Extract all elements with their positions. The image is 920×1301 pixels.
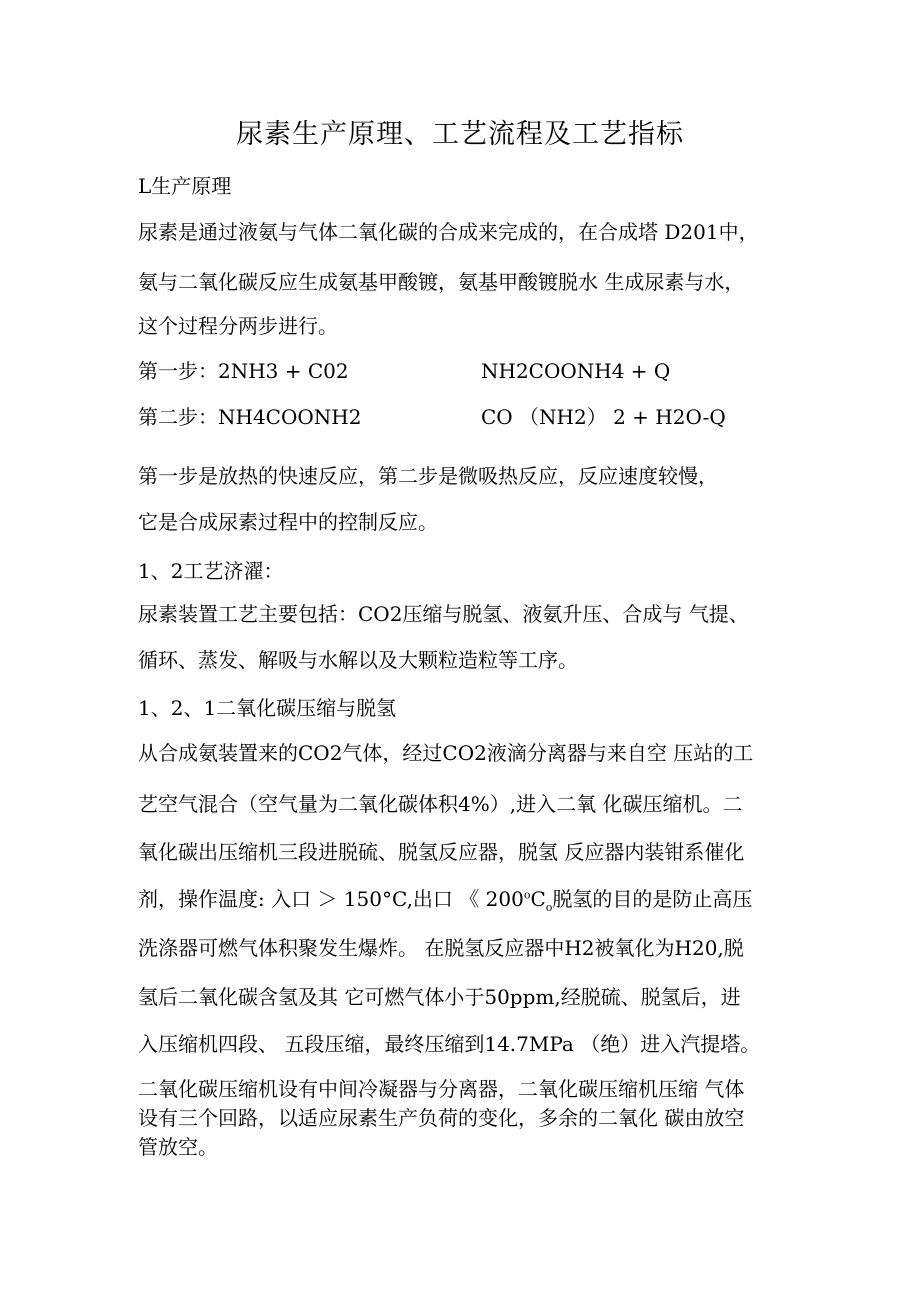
subscript-marker: o — [545, 901, 553, 914]
reaction-step-1-products: NH2COONH4 + Q — [481, 359, 671, 383]
paragraph-line: 这个过程分两步进行。 — [138, 314, 338, 338]
degree-marker: o — [523, 888, 531, 902]
paragraph-line: 洗涤器可燃气体积聚发生爆炸。 在脱氢反应器中H2被氧化为H20,脱 — [138, 936, 744, 960]
paragraph-line-text: 脱氢的目的是防止高压 — [552, 887, 753, 911]
paragraph-line: 二氧化碳压缩机设有中间冷凝器与分离器，二氧化碳压缩机压缩 气体 — [138, 1077, 745, 1101]
paragraph-line: 第一步是放热的快速反应，第二步是微吸热反应，反应速度较慢， — [138, 464, 718, 488]
paragraph-line: 艺空气混合（空气量为二氧化碳体积4%）,进入二氧 化碳压缩机。二 — [138, 792, 743, 816]
paragraph-line: 入压缩机四段、 五段压缩，最终压缩到14.7MPa （绝）进入汽提塔。 — [138, 1032, 761, 1056]
reaction-step-2-reactants: 第二步：NH4COONH2 — [138, 405, 362, 429]
paragraph-line: 氧化碳出压缩机三段进脱硫、脱氢反应器，脱氢 反应器内装钳系催化 — [138, 840, 745, 864]
section-heading-process-flow: 1、2工艺济濯： — [138, 559, 284, 583]
paragraph-compressor-circuits — [138, 1075, 744, 1162]
celsius-letter: C — [530, 887, 546, 911]
reaction-step-1 — [138, 355, 670, 384]
paragraph-line: 设有三个回路，以适应尿素生产负荷的变化，多余的二氧化 碳由放空 — [138, 1106, 745, 1130]
paragraph-line: 尿素是通过液氨与气体二氧化碳的合成来完成的，在合成塔 D201中， — [138, 220, 759, 244]
paragraph-line: 它是合成尿素过程中的控制反应。 — [138, 510, 438, 534]
paragraph-line — [138, 883, 752, 914]
paragraph-line: 从合成氨装置来的CO2气体，经过CO2液滴分离器与来自空 压站的工 — [138, 741, 754, 765]
paragraph-line: 尿素装置工艺主要包括：CO2压缩与脱氢、液氨升压、合成与 气提、 — [138, 602, 749, 626]
paragraph-line-text: 剂，操作温度: 入口 ＞ 150°C,出口 《 200 — [138, 887, 524, 911]
reaction-step-1-reactants: 第一步：2NH3 + C02 — [138, 359, 349, 383]
section-heading-production-principle: L生产原理 — [138, 174, 232, 198]
document-title: 尿素生产原理、工艺流程及工艺指标 — [236, 119, 684, 150]
paragraph-line: 氨与二氧化碳反应生成氨基甲酸镀，氨基甲酸镀脱水 生成尿素与水， — [138, 270, 745, 294]
paragraph-line: 氢后二氧化碳含氢及其 它可燃气体小于50ppm,经脱硫、脱氢后，进 — [138, 985, 741, 1009]
paragraph-line: 管放空。 — [138, 1135, 218, 1159]
reaction-step-2 — [138, 401, 726, 430]
section-heading-co2-compression: 1、2、1二氧化碳压缩与脱氢 — [138, 696, 397, 720]
paragraph-line: 循环、蒸发、解吸与水解以及大颗粒造粒等工序。 — [138, 648, 578, 672]
reaction-step-2-products: CO （NH2） 2 + H2O-Q — [481, 405, 726, 429]
